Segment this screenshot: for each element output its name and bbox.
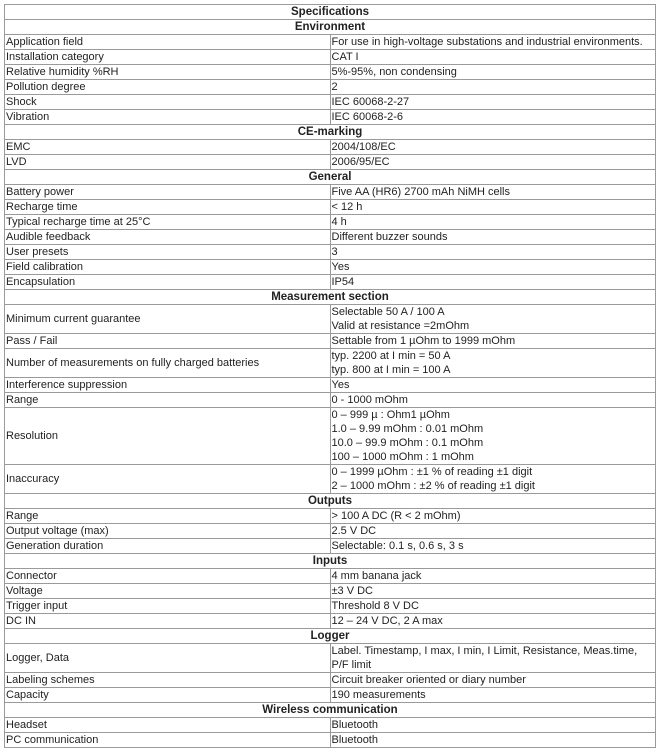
spec-value-line: 2004/108/EC — [331, 141, 396, 153]
section-heading: Measurement section — [5, 290, 656, 305]
spec-label: Output voltage (max) — [5, 524, 331, 539]
spec-value-line: Selectable 50 A / 100 A — [331, 306, 445, 318]
section-header-ce-marking — [5, 125, 656, 140]
spec-label: Encapsulation — [5, 275, 331, 290]
spec-row — [5, 733, 656, 748]
section-header-environment — [5, 20, 656, 35]
spec-value — [330, 393, 656, 408]
spec-value — [330, 599, 656, 614]
spec-row — [5, 140, 656, 155]
spec-value — [330, 155, 656, 170]
spec-label: Pollution degree — [5, 80, 331, 95]
spec-value — [330, 718, 656, 733]
spec-label: Relative humidity %RH — [5, 65, 331, 80]
spec-value-line: 2 – 1000 mOhm : ±2 % of reading ±1 digit — [331, 480, 535, 492]
specifications-table-body — [5, 5, 656, 748]
spec-value — [330, 673, 656, 688]
spec-label: Generation duration — [5, 539, 331, 554]
section-header-measurement-section — [5, 290, 656, 305]
spec-label: Range — [5, 509, 331, 524]
spec-value-line: 0 - 1000 mOhm — [331, 394, 408, 406]
section-heading: Wireless communication — [5, 703, 656, 718]
spec-value — [330, 524, 656, 539]
section-header-wireless-communication — [5, 703, 656, 718]
spec-row — [5, 215, 656, 230]
section-heading: Logger — [5, 629, 656, 644]
spec-value-line: 10.0 – 99.9 mOhm : 0.1 mOhm — [331, 437, 484, 449]
spec-label: Application field — [5, 35, 331, 50]
spec-row — [5, 230, 656, 245]
spec-value — [330, 230, 656, 245]
spec-label: Headset — [5, 718, 331, 733]
spec-value-line: Threshold 8 V DC — [331, 600, 419, 612]
spec-row — [5, 614, 656, 629]
spec-value-line: Circuit breaker oriented or diary number — [331, 674, 526, 686]
specifications-table — [4, 4, 656, 748]
spec-row — [5, 349, 656, 378]
section-header-general — [5, 170, 656, 185]
spec-label: Recharge time — [5, 200, 331, 215]
spec-label: Resolution — [5, 408, 331, 465]
spec-label: Inaccuracy — [5, 465, 331, 494]
spec-value — [330, 95, 656, 110]
spec-label: Typical recharge time at 25°C — [5, 215, 331, 230]
spec-value-line: typ. 2200 at I min = 50 A — [331, 350, 451, 362]
spec-value — [330, 584, 656, 599]
spec-value — [330, 465, 656, 494]
spec-row — [5, 110, 656, 125]
section-heading: CE-marking — [5, 125, 656, 140]
section-header-inputs — [5, 554, 656, 569]
spec-label: Connector — [5, 569, 331, 584]
spec-label: Labeling schemes — [5, 673, 331, 688]
spec-value — [330, 614, 656, 629]
spec-label: Number of measurements on fully charged batteries — [5, 349, 331, 378]
spec-row — [5, 260, 656, 275]
spec-value-line: 4 mm banana jack — [331, 570, 422, 582]
spec-value-line: For use in high-voltage substations and industrial environments. — [331, 36, 643, 48]
spec-value — [330, 200, 656, 215]
spec-label: Capacity — [5, 688, 331, 703]
spec-row — [5, 378, 656, 393]
spec-value-line: Yes — [331, 379, 350, 391]
spec-value — [330, 185, 656, 200]
spec-label: Installation category — [5, 50, 331, 65]
spec-value — [330, 733, 656, 748]
spec-value-line: 1.0 – 9.99 mOhm : 0.01 mOhm — [331, 423, 484, 435]
spec-row — [5, 465, 656, 494]
spec-value — [330, 378, 656, 393]
spec-value — [330, 644, 656, 673]
spec-row — [5, 539, 656, 554]
spec-row — [5, 50, 656, 65]
spec-label: LVD — [5, 155, 331, 170]
spec-row — [5, 584, 656, 599]
spec-value-line: 2 — [331, 81, 338, 93]
spec-value-line: typ. 800 at I min = 100 A — [331, 364, 451, 376]
section-header-logger — [5, 629, 656, 644]
spec-row — [5, 599, 656, 614]
spec-value-line: Selectable: 0.1 s, 0.6 s, 3 s — [331, 540, 464, 552]
spec-row — [5, 35, 656, 50]
spec-row — [5, 155, 656, 170]
spec-value-line: Bluetooth — [331, 734, 378, 746]
spec-label: Minimum current guarantee — [5, 305, 331, 334]
spec-value — [330, 408, 656, 465]
spec-label: User presets — [5, 245, 331, 260]
spec-label: Trigger input — [5, 599, 331, 614]
spec-row — [5, 80, 656, 95]
spec-label: Field calibration — [5, 260, 331, 275]
spec-value — [330, 110, 656, 125]
spec-row — [5, 408, 656, 465]
spec-label: EMC — [5, 140, 331, 155]
spec-value-line: CAT I — [331, 51, 359, 63]
section-heading: Environment — [5, 20, 656, 35]
spec-label: Shock — [5, 95, 331, 110]
spec-value-line: Settable from 1 µOhm to 1999 mOhm — [331, 335, 516, 347]
spec-value-line: IEC 60068-2-6 — [331, 111, 404, 123]
spec-value — [330, 509, 656, 524]
spec-label: DC IN — [5, 614, 331, 629]
spec-label: Audible feedback — [5, 230, 331, 245]
spec-row — [5, 95, 656, 110]
spec-row — [5, 524, 656, 539]
spec-value-line: IP54 — [331, 276, 355, 288]
spec-value — [330, 569, 656, 584]
spec-value-line: 3 — [331, 246, 338, 258]
spec-value — [330, 688, 656, 703]
spec-value-line: 12 – 24 V DC, 2 A max — [331, 615, 443, 627]
spec-label: Pass / Fail — [5, 334, 331, 349]
spec-value — [330, 50, 656, 65]
spec-label: Battery power — [5, 185, 331, 200]
spec-value-line: 0 – 999 µ : Ohm1 µOhm — [331, 409, 450, 421]
spec-value — [330, 349, 656, 378]
spec-value — [330, 140, 656, 155]
spec-value — [330, 260, 656, 275]
spec-row — [5, 509, 656, 524]
spec-value-line: Different buzzer sounds — [331, 231, 448, 243]
spec-value — [330, 65, 656, 80]
spec-value — [330, 305, 656, 334]
spec-row — [5, 644, 656, 673]
spec-row — [5, 275, 656, 290]
spec-row — [5, 334, 656, 349]
spec-value — [330, 539, 656, 554]
spec-value-line: Label. Timestamp, I max, I min, I Limit, Resistance, Meas.time, P/F limit — [331, 645, 638, 671]
spec-value-line: 190 measurements — [331, 689, 426, 701]
spec-row — [5, 200, 656, 215]
spec-value-line: 2.5 V DC — [331, 525, 377, 537]
spec-row — [5, 673, 656, 688]
section-heading: Outputs — [5, 494, 656, 509]
table-title: Specifications — [5, 5, 656, 20]
spec-row — [5, 393, 656, 408]
spec-value — [330, 275, 656, 290]
spec-value-line: 5%-95%, non condensing — [331, 66, 457, 78]
spec-label: Voltage — [5, 584, 331, 599]
spec-row — [5, 245, 656, 260]
spec-value-line: ±3 V DC — [331, 585, 373, 597]
spec-value-line: Bluetooth — [331, 719, 378, 731]
spec-value — [330, 245, 656, 260]
section-heading: Inputs — [5, 554, 656, 569]
spec-value — [330, 334, 656, 349]
spec-value — [330, 215, 656, 230]
spec-row — [5, 569, 656, 584]
spec-label: Vibration — [5, 110, 331, 125]
spec-value-line: Valid at resistance =2mOhm — [331, 320, 470, 332]
spec-row — [5, 718, 656, 733]
section-heading: General — [5, 170, 656, 185]
spec-value — [330, 35, 656, 50]
spec-value-line: < 12 h — [331, 201, 363, 213]
section-header-outputs — [5, 494, 656, 509]
table-title-row — [5, 5, 656, 20]
spec-label: Range — [5, 393, 331, 408]
spec-value-line: 0 – 1999 µOhm : ±1 % of reading ±1 digit — [331, 466, 533, 478]
spec-label: Logger, Data — [5, 644, 331, 673]
spec-value-line: > 100 A DC (R < 2 mOhm) — [331, 510, 461, 522]
spec-row — [5, 305, 656, 334]
spec-value — [330, 80, 656, 95]
spec-value-line: Five AA (HR6) 2700 mAh NiMH cells — [331, 186, 510, 198]
spec-label: PC communication — [5, 733, 331, 748]
spec-row — [5, 688, 656, 703]
spec-value-line: Yes — [331, 261, 350, 273]
spec-row — [5, 65, 656, 80]
spec-label: Interference suppression — [5, 378, 331, 393]
spec-value-line: 2006/95/EC — [331, 156, 390, 168]
spec-value-line: 100 – 1000 mOhm : 1 mOhm — [331, 451, 474, 463]
spec-row — [5, 185, 656, 200]
spec-value-line: 4 h — [331, 216, 347, 228]
spec-value-line: IEC 60068-2-27 — [331, 96, 410, 108]
